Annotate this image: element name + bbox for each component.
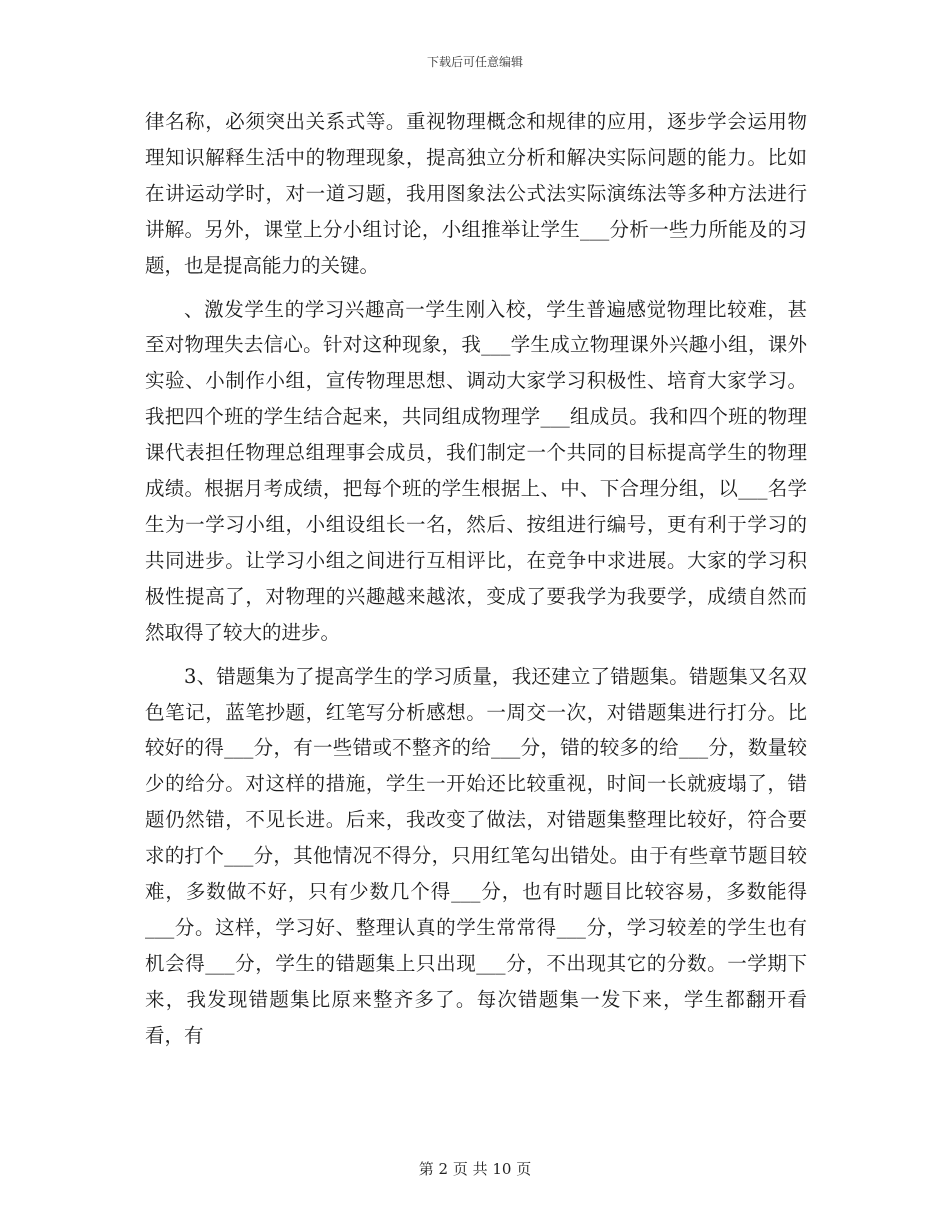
page-header: 下载后可任意编辑 bbox=[426, 55, 523, 69]
paragraph-interest: 、激发学生的学习兴趣高一学生刚入校，学生普遍感觉物理比较难，甚至对物理失去信心。针对这种现象，我___学生成立物理课外兴趣小组，课外实验、小制作小组，宣传物理思想、调动大家学习积极性、培育大家学习。我把四个班的学生结合起来，共同组成物理学___组成员。我和四个班的物理课代表担任物理总组理事会成员，我们制定一个共同的目标提高学生的物理成绩。根据月考成绩，把每个班的学生根据上、中、下合理分组，以___名学生为一学习小组，小组设组长一名，然后、按组进行编号，更有利于学习的共同进步。让学习小组之间进行互相评比，在竞争中求进展。大家的学习积极性提高了，对物理的兴趣越来越浓，变成了要我学为我要学，成绩自然而然取得了较大的进步。 bbox=[145, 297, 807, 644]
paragraph-continued: 律名称，必须突出关系式等。重视物理概念和规律的应用，逐步学会运用物理知识解释生活中的物理现象，提高独立分析和解决实际问题的能力。比如在讲运动学时，对一道习题，我用图象法公式法实际演练法等多种方法进行讲解。另外，课堂上分小组讨论，小组推举让学生___分析一些力所能及的习题，也是提高能力的关键。 bbox=[145, 110, 807, 277]
page-number: 第 2 页 共 10 页 bbox=[418, 1160, 532, 1178]
paragraph-error-collection: 3、错题集为了提高学生的学习质量，我还建立了错题集。错题集又名双色笔记，蓝笔抄题，红笔写分析感想。一周交一次，对错题集进行打分。比较好的得___分，有一些错或不整齐的给___分，错的较多的给___分，数量较少的给分。对这样的措施，学生一开始还比较重视，时间一长就疲塌了，错题仍然错，不见长进。后来，我改变了做法，对错题集整理比较好，符合要求的打个___分，其他情况不得分，只用红笔勾出错处。由于有些章节题目较难，多数做不好，只有少数几个得___分，也有时题目比较容易，多数能得___分。这样，学习好、整理认真的学生常常得___分，学习较差的学生也有机会得___分，学生的错题集上只出现___分，不出现其它的分数。一学期下来，我发现错题集比原来整齐多了。每次错题集一发下来，学生都翻开看看，有 bbox=[145, 664, 807, 1047]
document-body bbox=[145, 104, 807, 1062]
